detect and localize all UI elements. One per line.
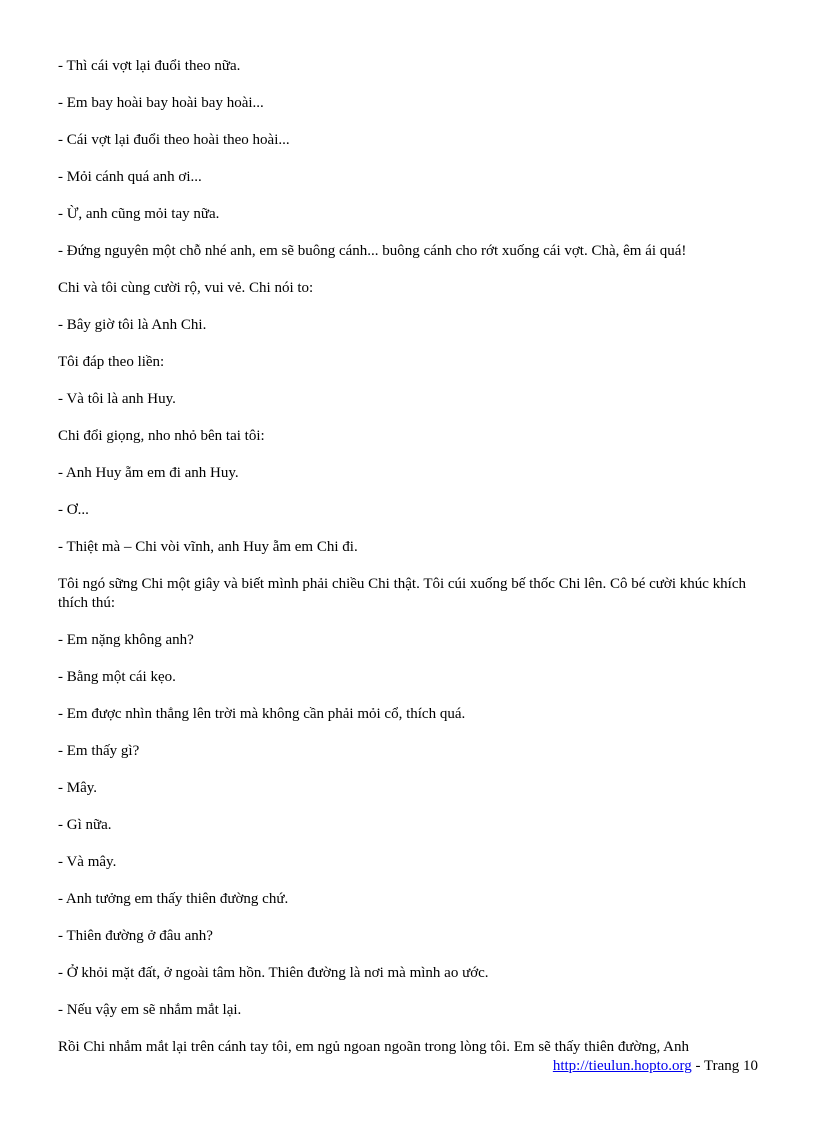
paragraph: - Mây.	[58, 780, 98, 796]
paragraph: - Đứng nguyên một chỗ nhé anh, em sẽ buông cánh... buông cánh cho rớt xuống cái vợt. Chà, êm ái quá!	[58, 243, 687, 259]
paragraph: - Bằng một cái kẹo.	[58, 669, 176, 685]
document-body	[58, 57, 758, 1075]
paragraph: - Ơ...	[58, 502, 89, 518]
paragraph: Tôi ngó sững Chi một giây và biết mình phải chiều Chi thật. Tôi cúi xuống bế thốc Chi lên. Cô bé cười khúc khích thích thú:	[58, 576, 746, 611]
paragraph: - Cái vợt lại đuổi theo hoài theo hoài...	[58, 132, 290, 148]
paragraph: - Và mây.	[58, 854, 117, 870]
paragraph: Tôi đáp theo liền:	[58, 354, 165, 370]
paragraph: - Thiệt mà – Chi vòi vĩnh, anh Huy ẵm em Chi đi.	[58, 539, 358, 555]
paragraph: - Và tôi là anh Huy.	[58, 391, 176, 407]
paragraph: - Nếu vậy em sẽ nhắm mắt lại.	[58, 1002, 242, 1018]
paragraph: - Em nặng không anh?	[58, 632, 194, 648]
paragraph: - Em thấy gì?	[58, 743, 140, 759]
page-number: - Trang 10	[691, 1058, 758, 1074]
paragraph: - Thì cái vợt lại đuổi theo nữa.	[58, 58, 241, 74]
paragraph: - Em bay hoài bay hoài bay hoài...	[58, 95, 264, 111]
paragraph: Chi và tôi cùng cười rộ, vui vẻ. Chi nói to:	[58, 280, 314, 296]
paragraph: - Mỏi cánh quá anh ơi...	[58, 169, 202, 185]
page-footer	[553, 1057, 758, 1076]
paragraph: - Anh Huy ẵm em đi anh Huy.	[58, 465, 239, 481]
paragraph: Rồi Chi nhắm mắt lại trên cánh tay tôi, em ngủ ngoan ngoãn trong lòng tôi. Em sẽ thấy thiên đường, Anh	[58, 1039, 689, 1055]
paragraph: - Em được nhìn thẳng lên trời mà không cần phải mỏi cổ, thích quá.	[58, 706, 466, 722]
paragraph: Chi đổi giọng, nho nhỏ bên tai tôi:	[58, 428, 265, 444]
paragraph: - Gì nữa.	[58, 817, 112, 833]
paragraph: - Thiên đường ở đâu anh?	[58, 928, 213, 944]
paragraph: - Bây giờ tôi là Anh Chi.	[58, 317, 207, 333]
paragraph: - Ừ, anh cũng mỏi tay nữa.	[58, 206, 220, 222]
paragraph: - Anh tưởng em thấy thiên đường chứ.	[58, 891, 289, 907]
paragraph: - Ở khỏi mặt đất, ở ngoài tâm hồn. Thiên đường là nơi mà mình ao ước.	[58, 965, 489, 981]
site-link[interactable]: http://tieulun.hopto.org	[552, 1058, 692, 1074]
